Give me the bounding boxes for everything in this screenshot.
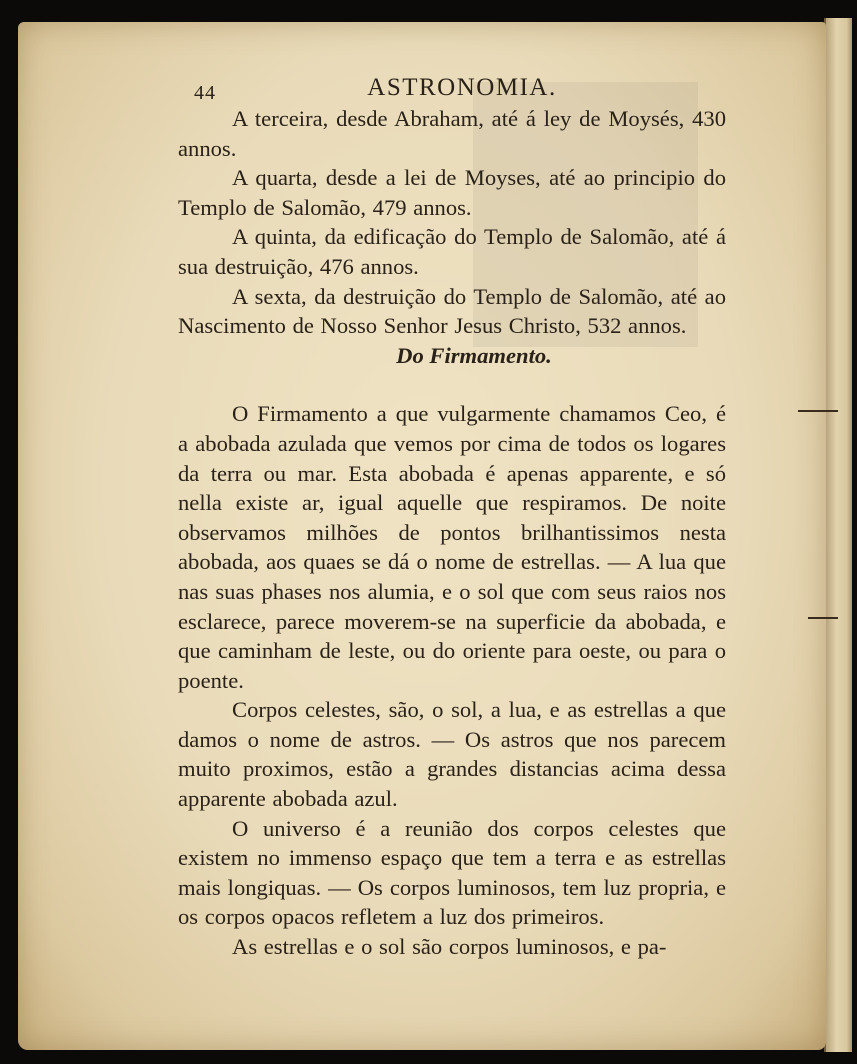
paragraph: A quinta, da edificação do Templo de Salomão, até á sua destruição, 476 annos. [178,224,726,279]
paragraph: A quarta, desde a lei de Moyses, até ao principio do Templo de Salomão, 479 annos. [178,165,726,220]
paragraph: A sexta, da destruição do Templo de Salomão, até ao Nascimento de Nosso Senhor Jesus Christo, 532 annos. [178,283,726,339]
page-edge-mark [808,617,838,619]
paragraph: O universo é a reunião dos corpos celestes que existem no immenso espaço que tem a terra e as estrellas mais longiquas. — Os corpos luminosos, tem luz propria, e os corpos opacos refletem a luz dos primeiros. [178,815,726,930]
section-title: Do Firmamento. [396,342,552,368]
paragraph: Corpos celestes, são, o sol, a lua, e as estrellas a que damos o nome de astros. — Os astros que nos parecem muito proximos, estão a grandes distancias acima dessa apparente abobada azul. [178,697,726,812]
page-number: 44 [194,82,216,104]
paragraph: O Firmamento a que vulgarmente chamamos Ceo, é a abobada azulada que vemos por cima de todos os logares da terra ou mar. Esta abobada é apenas apparente, e só nella existe ar, igual aquelle que respiramos. De noite observamos milhões de pontos brilhantissimos nesta abobada, aos quaes se dá o nome de estrellas. — A lua que nas suas phases nos alumia, e o sol que com seus raios nos esclarece, parece moverem-se na superficie da abobada, e que caminham de leste, ou do oriente para oeste, ou para o poente. [178,401,726,693]
paragraph: A terceira, desde Abraham, até á ley de Moysés, 430 annos. [178,106,726,161]
paragraph: As estrellas e o sol são corpos luminosos, e pa- [232,934,667,960]
page-edge-mark [798,410,838,412]
page-text-block [178,70,726,962]
facing-page-edge [824,18,852,1052]
running-title: ASTRONOMIA. [367,74,557,101]
page-header [178,70,726,104]
